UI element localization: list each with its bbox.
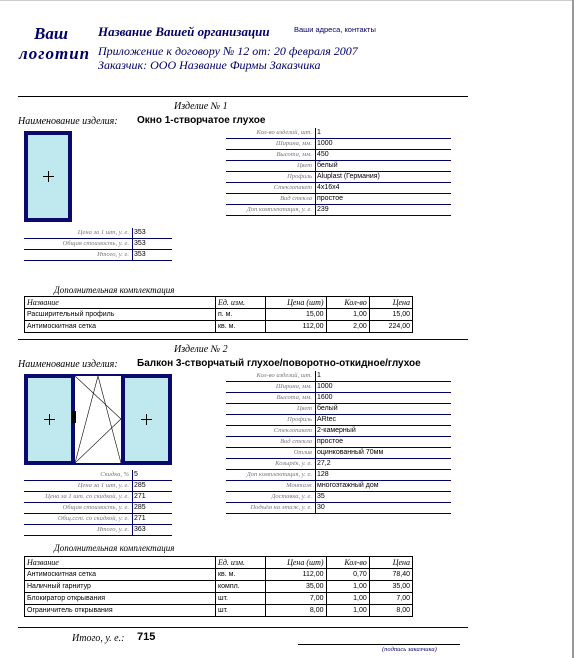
price-row: Цена за 1 шт, у. е. 285	[24, 481, 172, 492]
logo-line-1: Ваш	[34, 24, 68, 43]
param-row: Доставка, у. е. 35	[226, 492, 451, 503]
tilt-turn-mark-icon	[75, 376, 121, 463]
extra-table	[24, 556, 413, 617]
price-row: Общая стоимость, у. е. 353	[24, 239, 172, 250]
param-row: Кол-во изделий, шт. 1	[226, 128, 451, 139]
table-row: Антимоскитная сетка кв. м. 112,00 2,00 224,00	[25, 321, 413, 333]
param-row: Подъём на этаж, у. е. 30	[226, 503, 451, 514]
param-row: Вид стекла простое	[226, 194, 451, 205]
table-row: Расширительный профиль п. м. 15,00 1,00 15,00	[25, 309, 413, 321]
customer-line: Заказчик: ООО Название Фирмы Заказчика	[98, 58, 321, 72]
total-label: Итого, у. е.:	[72, 633, 125, 644]
param-row: Кол-во изделий, шт. 1	[226, 371, 451, 382]
param-row: Доп комплектация, у. е. 239	[226, 205, 451, 216]
logo-line-2: логотип	[19, 44, 91, 63]
header-divider	[18, 96, 468, 97]
item-title: Изделие № 1	[174, 101, 228, 112]
param-row: Высота, мм. 450	[226, 150, 451, 161]
contract-line: Приложение к договору № 12 от: 20 февраля 2007	[98, 44, 358, 58]
item-name-value: Окно 1-створчатое глухое	[137, 115, 266, 126]
balcony-drawing	[24, 374, 172, 465]
param-row: Отлив оцинкованный 70мм	[226, 448, 451, 459]
table-header-row: Название Ед. изм. Цена (шт) Кол-во Цена	[25, 557, 413, 569]
item-title: Изделие № 2	[174, 344, 228, 355]
table-row: Наличный гарнитур компл. 35,00 1,00 35,00	[25, 581, 413, 593]
param-row: Ширина, мм. 1000	[226, 382, 451, 393]
price-row: Итого, у. е. 353	[24, 250, 172, 261]
door-handle-icon	[72, 411, 76, 423]
total-value: 715	[137, 631, 156, 643]
param-row: Вид стекла простое	[226, 437, 451, 448]
item-prices	[24, 228, 172, 261]
item-prices	[24, 470, 172, 536]
param-row: Профиль ARtec	[226, 415, 451, 426]
item-params	[226, 128, 451, 216]
param-row: Ширина, мм. 1000	[226, 139, 451, 150]
param-row: Цвет белый	[226, 161, 451, 172]
price-row: Общая стоимость, у. е. 285	[24, 503, 172, 514]
param-row: Цвет белый	[226, 404, 451, 415]
org-name: Название Вашей организации	[98, 24, 270, 39]
param-row: Козырёк, у. е. 27,2	[226, 459, 451, 470]
param-row: Монтаж многоэтажный дом	[226, 481, 451, 492]
param-row: Профиль Aluplast (Германия)	[226, 172, 451, 183]
item-name-value: Балкон 3-створчатый глухое/поворотно-откидное/глухое	[137, 358, 421, 369]
item-params	[226, 371, 451, 514]
price-row: Итого, у. е. 363	[24, 525, 172, 536]
price-row: Скидка, % 5	[24, 470, 172, 481]
table-row: Антимоскитная сетка кв. м. 112,00 0,70 78,40	[25, 569, 413, 581]
extra-title: Дополнительная комплектация	[54, 543, 175, 553]
org-contacts: Ваши адреса, контакты	[294, 25, 376, 34]
price-row: Цена за 1 шт, у. е. 353	[24, 228, 172, 239]
item-divider	[18, 339, 468, 340]
window-drawing	[24, 131, 72, 222]
signature-line	[298, 644, 460, 645]
page-top-edge	[0, 0, 574, 1]
price-row: Общ.сст. со скидкой, у. е. 271	[24, 514, 172, 525]
price-row: Цена за 1 шт. со скидкой, у. е. 271	[24, 492, 172, 503]
signature-label: (подпись заказчика)	[382, 646, 437, 653]
extra-table	[24, 296, 413, 333]
item-name-label: Наименование изделия:	[18, 359, 118, 370]
table-row: Ограничитель открывания шт. 8,00 1,00 8,00	[25, 605, 413, 617]
item-name-label: Наименование изделия:	[18, 116, 118, 127]
table-header-row: Название Ед. изм. Цена (шт) Кол-во Цена	[25, 297, 413, 309]
param-row: Высота, мм. 1600	[226, 393, 451, 404]
extra-title: Дополнительная комплектация	[54, 285, 175, 295]
item-divider	[18, 627, 468, 628]
param-row: Стеклопакет 2-камерный	[226, 426, 451, 437]
param-row: Доп комплектация, у. е. 128	[226, 470, 451, 481]
table-row: Блокиратор открывания шт. 7,00 1,00 7,00	[25, 593, 413, 605]
param-row: Стеклопакет 4х16х4	[226, 183, 451, 194]
